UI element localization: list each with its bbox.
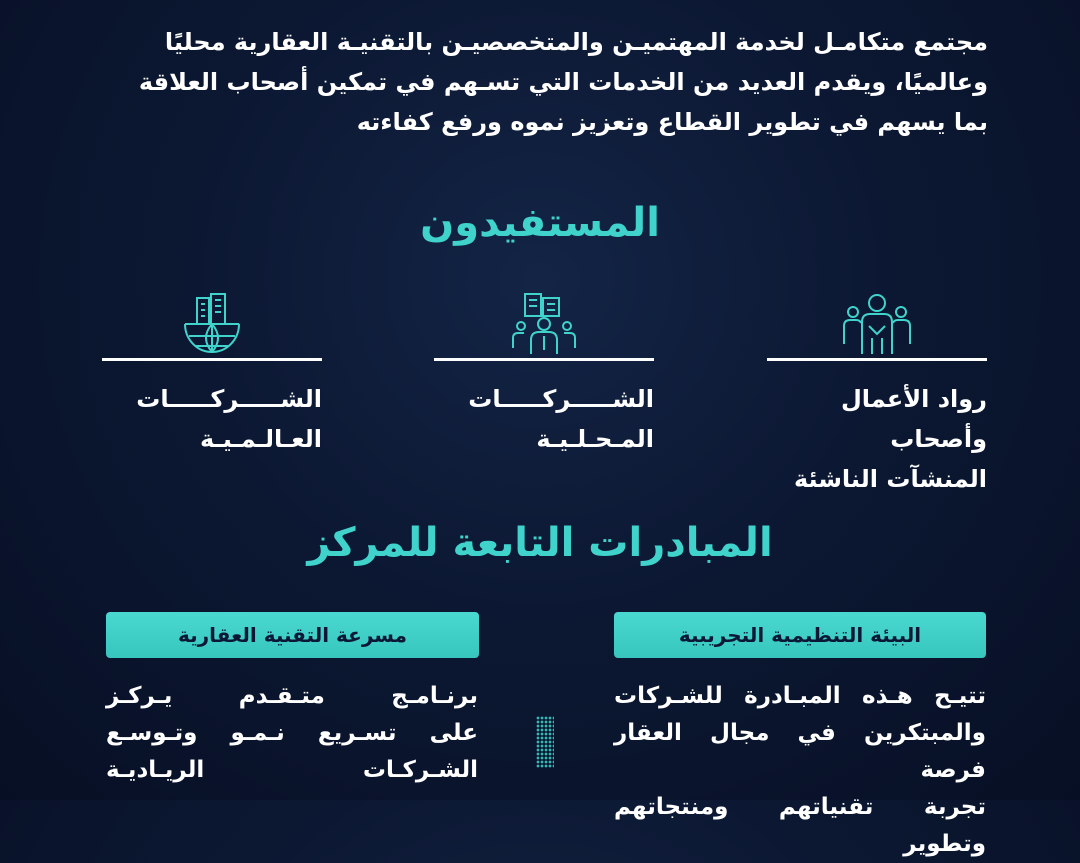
beneficiary-entrepreneurs <box>767 288 987 499</box>
label-line: المـحـلـيـة <box>536 425 654 453</box>
initiative-sandbox-label: البيئة التنظيمية التجريبية <box>614 612 986 658</box>
intro-paragraph <box>88 22 988 142</box>
text-line: على تسـريع نـمـو وتـوسـع <box>106 720 478 746</box>
label-line: العـالـمـيـة <box>199 425 322 453</box>
beneficiary-label <box>767 379 987 499</box>
beneficiaries-title: المستفيدون <box>420 200 660 246</box>
beneficiary-global-companies <box>102 288 322 459</box>
globe-buildings-icon <box>181 292 243 356</box>
beneficiary-label <box>102 379 322 459</box>
people-group-icon <box>842 292 912 356</box>
initiative-sandbox-text <box>614 678 986 863</box>
initiative-accelerator-text <box>106 678 478 789</box>
divider <box>434 358 654 361</box>
text-line: الشـركـات الريـاديـة <box>106 757 478 783</box>
text-line: تجربة تقنياتهم ومنتجاتهم وتطوير <box>614 794 986 857</box>
beneficiary-local-companies <box>434 288 654 459</box>
text-line: تتيـح هـذه المبـادرة للشـركات <box>614 683 986 709</box>
label-line: المنشآت الناشئة <box>793 465 987 493</box>
city-person-icon <box>511 292 577 356</box>
label-line: الشـــــركـــــات <box>136 385 322 413</box>
label-line: رواد الأعمال وأصحاب <box>840 385 987 453</box>
text-line: والمبتكرين في مجال العقار فرصة <box>614 720 986 783</box>
divider <box>102 358 322 361</box>
initiatives-title: المبادرات التابعة للمركز <box>307 520 773 566</box>
intro-line: مجتمع متكامـل لخدمة المهتميـن والمتخصصيـن بالتقنيـة العقارية محليًا <box>164 28 988 56</box>
initiative-accelerator-label: مسرعة التقنية العقارية <box>106 612 479 658</box>
divider <box>767 358 987 361</box>
decorative-dots <box>536 716 554 768</box>
text-line: برنـامـج متـقـدم يـركـز <box>106 683 478 709</box>
intro-line: وعالميًا، ويقدم العديد من الخدمات التي تسـهم في تمكين أصحاب العلاقة <box>138 68 988 96</box>
label-line: الشـــــركـــــات <box>468 385 654 413</box>
intro-line: بما يسهم في تطوير القطاع وتعزيز نموه ورفع كفاءته <box>356 108 988 136</box>
beneficiary-label <box>434 379 654 459</box>
